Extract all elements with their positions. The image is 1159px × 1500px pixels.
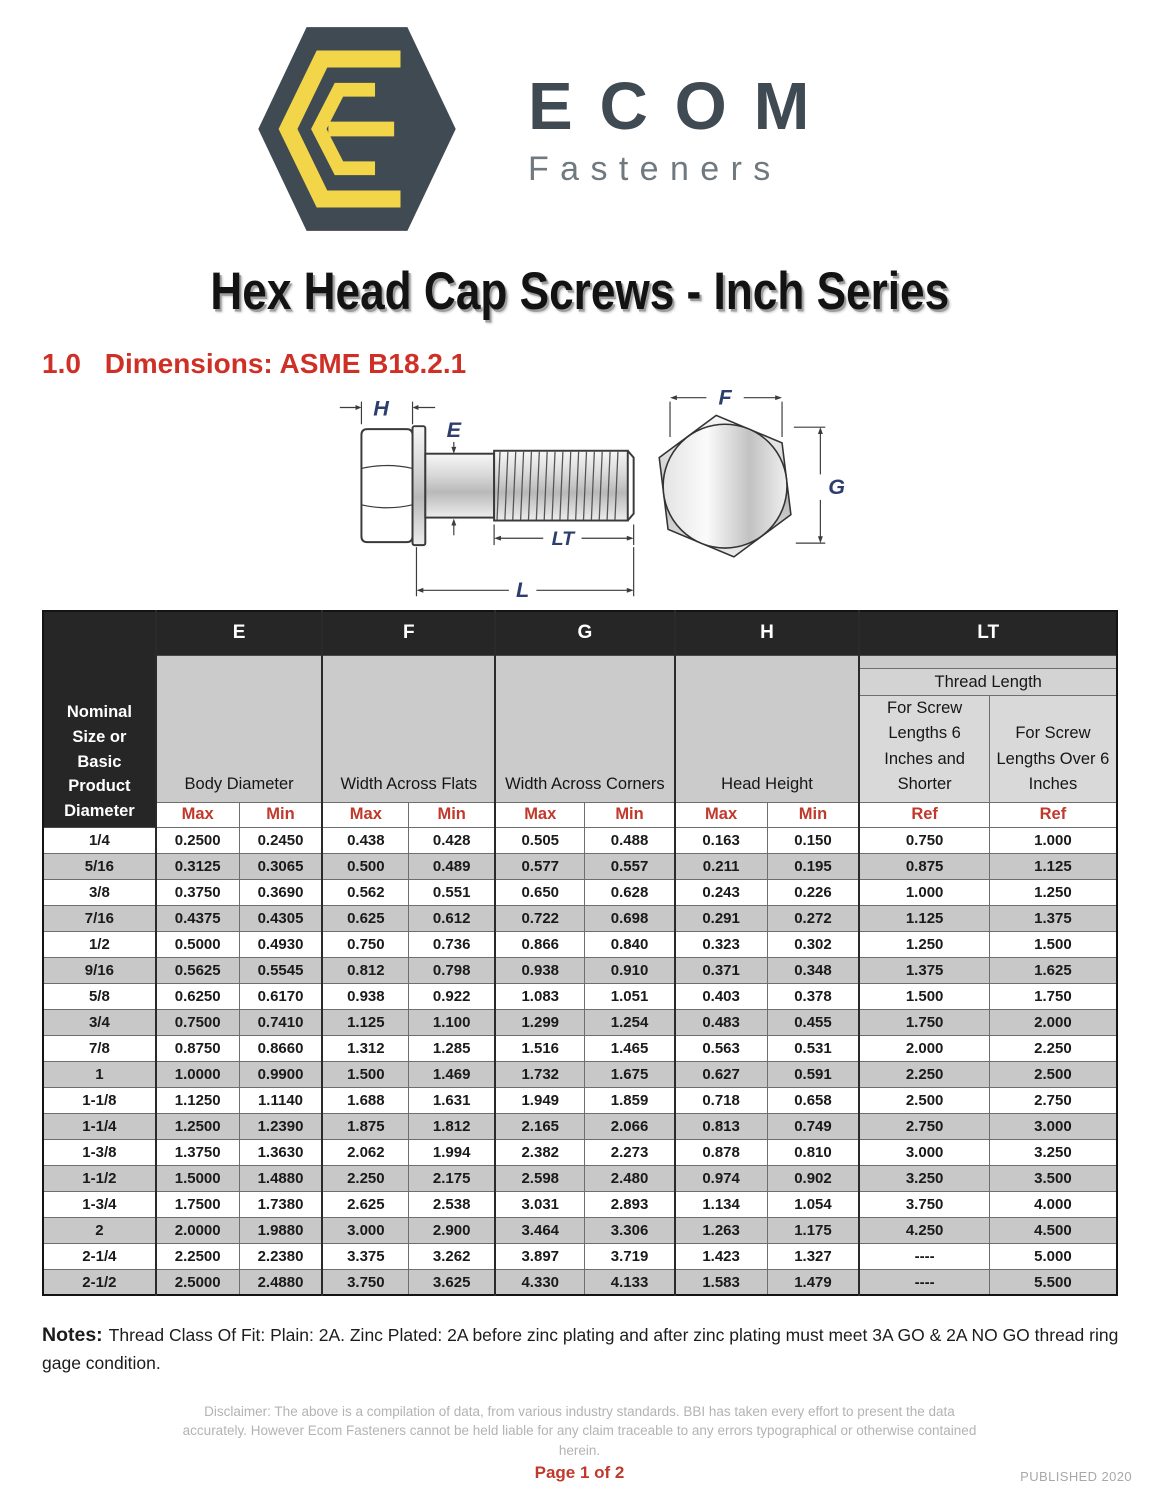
desc-width-across-flats: Width Across Flats	[322, 655, 495, 802]
h-min-header: Min	[767, 802, 859, 827]
size-cell: 2-1/2	[43, 1269, 156, 1295]
value-cell: 1.250	[859, 931, 989, 957]
value-cell: 1.4880	[239, 1165, 322, 1191]
value-cell: 3.375	[322, 1243, 408, 1269]
table-row	[43, 1217, 1117, 1243]
bolt-side-view	[361, 426, 633, 545]
value-cell: 2.500	[989, 1061, 1117, 1087]
value-cell: 3.000	[859, 1139, 989, 1165]
size-cell: 2-1/4	[43, 1243, 156, 1269]
size-cell: 3/8	[43, 879, 156, 905]
table-row	[43, 1087, 1117, 1113]
size-cell: 1/2	[43, 931, 156, 957]
value-cell: 0.750	[322, 931, 408, 957]
value-cell: 1.254	[585, 1009, 675, 1035]
table-row	[43, 1191, 1117, 1217]
value-cell: 0.813	[675, 1113, 767, 1139]
value-cell: 2.250	[322, 1165, 408, 1191]
value-cell: 0.878	[675, 1139, 767, 1165]
value-cell: 0.243	[675, 879, 767, 905]
value-cell: 2.175	[409, 1165, 495, 1191]
document-title	[0, 261, 1159, 321]
value-cell: 3.625	[409, 1269, 495, 1295]
value-cell: 0.428	[409, 827, 495, 853]
value-cell: 0.922	[409, 983, 495, 1009]
value-cell: 1.479	[767, 1269, 859, 1295]
value-cell: 0.627	[675, 1061, 767, 1087]
value-cell: 0.698	[585, 905, 675, 931]
value-cell: 0.3125	[156, 853, 239, 879]
value-cell: 0.8750	[156, 1035, 239, 1061]
value-cell: 0.658	[767, 1087, 859, 1113]
value-cell: 5.500	[989, 1269, 1117, 1295]
value-cell: 0.378	[767, 983, 859, 1009]
value-cell: 0.812	[322, 957, 408, 983]
value-cell: 2.0000	[156, 1217, 239, 1243]
table-row	[43, 957, 1117, 983]
table-row	[43, 1061, 1117, 1087]
value-cell: 0.3690	[239, 879, 322, 905]
table-row	[43, 1113, 1117, 1139]
size-cell: 2	[43, 1217, 156, 1243]
col-group-lt: LT	[859, 611, 1117, 655]
value-cell: 0.974	[675, 1165, 767, 1191]
brand-subname: Fasteners	[528, 149, 782, 188]
value-cell: 0.4305	[239, 905, 322, 931]
value-cell: 0.798	[409, 957, 495, 983]
desc-head-height: Head Height	[675, 655, 860, 802]
brand-name: ECOM	[528, 68, 837, 144]
dimension-label-g: G	[828, 474, 846, 499]
value-cell: 0.505	[495, 827, 585, 853]
value-cell: 1.285	[409, 1035, 495, 1061]
value-cell: 0.938	[322, 983, 408, 1009]
value-cell: 3.000	[989, 1113, 1117, 1139]
value-cell: 3.897	[495, 1243, 585, 1269]
value-cell: 1.2500	[156, 1113, 239, 1139]
table-row	[43, 1269, 1117, 1295]
value-cell: 1.750	[859, 1009, 989, 1035]
value-cell: 1.500	[989, 931, 1117, 957]
value-cell: 3.306	[585, 1217, 675, 1243]
value-cell: 1.500	[859, 983, 989, 1009]
value-cell: 3.719	[585, 1243, 675, 1269]
desc-screw-short: For Screw Lengths 6 Inches and Shorter	[859, 695, 989, 802]
value-cell: 0.6170	[239, 983, 322, 1009]
max-min-row	[43, 802, 1117, 827]
value-cell: 0.5000	[156, 931, 239, 957]
desc-width-across-corners: Width Across Corners	[495, 655, 675, 802]
document-title-text: Hex Head Cap Screws - Inch Series	[210, 261, 949, 321]
size-cell: 1-1/8	[43, 1087, 156, 1113]
value-cell: 3.500	[989, 1165, 1117, 1191]
value-cell: 0.226	[767, 879, 859, 905]
column-letter-row	[43, 611, 1117, 655]
value-cell: 2.900	[409, 1217, 495, 1243]
value-cell: 1.688	[322, 1087, 408, 1113]
value-cell: 0.591	[767, 1061, 859, 1087]
value-cell: 4.000	[989, 1191, 1117, 1217]
size-cell: 1-1/2	[43, 1165, 156, 1191]
value-cell: 2.625	[322, 1191, 408, 1217]
size-cell: 7/8	[43, 1035, 156, 1061]
value-cell: 1.000	[989, 827, 1117, 853]
value-cell: 0.163	[675, 827, 767, 853]
brand-header	[256, 24, 1159, 234]
value-cell: 2.2500	[156, 1243, 239, 1269]
desc-body-diameter: Body Diameter	[156, 655, 323, 802]
size-cell: 7/16	[43, 905, 156, 931]
table-row	[43, 983, 1117, 1009]
value-cell: 1.051	[585, 983, 675, 1009]
table-row	[43, 1035, 1117, 1061]
value-cell: 1.750	[989, 983, 1117, 1009]
value-cell: 3.262	[409, 1243, 495, 1269]
value-cell: 0.4930	[239, 931, 322, 957]
value-cell: 1.083	[495, 983, 585, 1009]
size-cell: 1-3/8	[43, 1139, 156, 1165]
value-cell: 2.000	[859, 1035, 989, 1061]
value-cell: 0.866	[495, 931, 585, 957]
value-cell: 3.031	[495, 1191, 585, 1217]
value-cell: 1.465	[585, 1035, 675, 1061]
value-cell: 0.8660	[239, 1035, 322, 1061]
value-cell: 1.469	[409, 1061, 495, 1087]
value-cell: 0.531	[767, 1035, 859, 1061]
table-row	[43, 1009, 1117, 1035]
value-cell: 0.750	[859, 827, 989, 853]
value-cell: 1.583	[675, 1269, 767, 1295]
value-cell: 0.2500	[156, 827, 239, 853]
value-cell: 4.330	[495, 1269, 585, 1295]
lt-spacer-cell	[859, 655, 1117, 668]
value-cell: 2.480	[585, 1165, 675, 1191]
bolt-diagram	[322, 380, 906, 608]
notes-label: Notes:	[42, 1324, 103, 1347]
value-cell: 2.4880	[239, 1269, 322, 1295]
value-cell: 0.489	[409, 853, 495, 879]
value-cell: 0.7500	[156, 1009, 239, 1035]
value-cell: 0.291	[675, 905, 767, 931]
value-cell: 0.810	[767, 1139, 859, 1165]
value-cell: 2.5000	[156, 1269, 239, 1295]
value-cell: 0.562	[322, 879, 408, 905]
value-cell: 0.3750	[156, 879, 239, 905]
value-cell: 2.598	[495, 1165, 585, 1191]
value-cell: 0.612	[409, 905, 495, 931]
value-cell: 0.5545	[239, 957, 322, 983]
dimension-label-lt: LT	[551, 528, 575, 551]
value-cell: 1.312	[322, 1035, 408, 1061]
table-row	[43, 827, 1117, 853]
size-cell: 1-3/4	[43, 1191, 156, 1217]
value-cell: 0.551	[409, 879, 495, 905]
size-cell: 3/4	[43, 1009, 156, 1035]
value-cell: 3.464	[495, 1217, 585, 1243]
table-row	[43, 905, 1117, 931]
value-cell: 0.323	[675, 931, 767, 957]
value-cell: 0.9900	[239, 1061, 322, 1087]
value-cell: 1.263	[675, 1217, 767, 1243]
value-cell: 1.9880	[239, 1217, 322, 1243]
value-cell: 1.5000	[156, 1165, 239, 1191]
value-cell: 1.375	[989, 905, 1117, 931]
value-cell: 0.938	[495, 957, 585, 983]
value-cell: 1.250	[989, 879, 1117, 905]
lt-ref-short-header: Ref	[859, 802, 989, 827]
disclaimer: Disclaimer: The above is a compilation of data, from various industry standards. BBI has taken every effort to present the data accurately. However Ecom Fasteners cannot be held liable for any claim traceable to any errors typographical or otherwise contained herein.	[182, 1403, 977, 1458]
h-max-header: Max	[675, 802, 767, 827]
value-cell: 0.722	[495, 905, 585, 931]
size-cell: 5/8	[43, 983, 156, 1009]
value-cell: 2.165	[495, 1113, 585, 1139]
value-cell: 1.625	[989, 957, 1117, 983]
dimension-label-f: F	[718, 384, 732, 410]
value-cell: 2.538	[409, 1191, 495, 1217]
value-cell: 0.455	[767, 1009, 859, 1035]
lt-ref-long-header: Ref	[989, 802, 1117, 827]
value-cell: 0.577	[495, 853, 585, 879]
corner-header: Nominal Size or Basic Product Diameter	[43, 611, 156, 827]
value-cell: 0.4375	[156, 905, 239, 931]
table-row	[43, 853, 1117, 879]
value-cell: 1.732	[495, 1061, 585, 1087]
value-cell: 1.423	[675, 1243, 767, 1269]
value-cell: 1.516	[495, 1035, 585, 1061]
value-cell: 1.125	[859, 905, 989, 931]
value-cell: 0.195	[767, 853, 859, 879]
value-cell: 0.438	[322, 827, 408, 853]
value-cell: 2.382	[495, 1139, 585, 1165]
page-label: Page 1 of 2	[534, 1463, 625, 1483]
f-max-header: Max	[322, 802, 408, 827]
value-cell: 3.750	[322, 1269, 408, 1295]
dimension-label-l: L	[516, 577, 530, 603]
value-cell: ----	[859, 1243, 989, 1269]
e-max-header: Max	[156, 802, 239, 827]
value-cell: 1.134	[675, 1191, 767, 1217]
size-cell: 1-1/4	[43, 1113, 156, 1139]
dimension-label-e: E	[446, 417, 462, 442]
value-cell: 0.348	[767, 957, 859, 983]
value-cell: 0.483	[675, 1009, 767, 1035]
value-cell: 0.302	[767, 931, 859, 957]
value-cell: 2.250	[989, 1035, 1117, 1061]
value-cell: 1.1250	[156, 1087, 239, 1113]
value-cell: 4.250	[859, 1217, 989, 1243]
value-cell: 1.3750	[156, 1139, 239, 1165]
descriptor-row	[43, 655, 1117, 668]
value-cell: 2.066	[585, 1113, 675, 1139]
desc-screw-long: For Screw Lengths Over 6 Inches	[989, 695, 1117, 802]
value-cell: 0.7410	[239, 1009, 322, 1035]
table-row	[43, 1139, 1117, 1165]
value-cell: 1.375	[859, 957, 989, 983]
value-cell: 0.6250	[156, 983, 239, 1009]
value-cell: 2.250	[859, 1061, 989, 1087]
value-cell: 0.875	[859, 853, 989, 879]
value-cell: 0.557	[585, 853, 675, 879]
table-row	[43, 879, 1117, 905]
col-group-g: G	[495, 611, 675, 655]
value-cell: 1.500	[322, 1061, 408, 1087]
value-cell: 0.625	[322, 905, 408, 931]
dimensions-table	[42, 610, 1118, 1296]
value-cell: 2.273	[585, 1139, 675, 1165]
section-heading	[42, 348, 1159, 380]
value-cell: 1.994	[409, 1139, 495, 1165]
value-cell: 0.563	[675, 1035, 767, 1061]
size-cell: 9/16	[43, 957, 156, 983]
f-min-header: Min	[409, 802, 495, 827]
table-row	[43, 1165, 1117, 1191]
value-cell: 3.000	[322, 1217, 408, 1243]
value-cell: 0.403	[675, 983, 767, 1009]
value-cell: 1.054	[767, 1191, 859, 1217]
value-cell: 0.150	[767, 827, 859, 853]
value-cell: 1.327	[767, 1243, 859, 1269]
brand-text	[528, 68, 837, 188]
value-cell: 0.736	[409, 931, 495, 957]
value-cell: 2.000	[989, 1009, 1117, 1035]
value-cell: 5.000	[989, 1243, 1117, 1269]
value-cell: 1.949	[495, 1087, 585, 1113]
col-group-e: E	[156, 611, 323, 655]
value-cell: 0.910	[585, 957, 675, 983]
value-cell: 2.062	[322, 1139, 408, 1165]
value-cell: 1.859	[585, 1087, 675, 1113]
g-min-header: Min	[585, 802, 675, 827]
section-number: 1.0	[42, 348, 81, 379]
bolt-diagram-svg	[322, 380, 906, 608]
value-cell: 2.750	[859, 1113, 989, 1139]
value-cell: 0.902	[767, 1165, 859, 1191]
value-cell: 0.840	[585, 931, 675, 957]
value-cell: 1.1140	[239, 1087, 322, 1113]
value-cell: 0.5625	[156, 957, 239, 983]
value-cell: 3.750	[859, 1191, 989, 1217]
value-cell: 3.250	[989, 1139, 1117, 1165]
value-cell: 1.000	[859, 879, 989, 905]
value-cell: 1.875	[322, 1113, 408, 1139]
value-cell: 0.718	[675, 1087, 767, 1113]
size-cell: 5/16	[43, 853, 156, 879]
published-label: PUBLISHED 2020	[1020, 1469, 1132, 1484]
value-cell: 2.893	[585, 1191, 675, 1217]
ecom-hexagon-logo-icon	[256, 25, 458, 233]
value-cell: 0.650	[495, 879, 585, 905]
value-cell: 1.175	[767, 1217, 859, 1243]
value-cell: 0.371	[675, 957, 767, 983]
notes-text: Thread Class Of Fit: Plain: 2A. Zinc Plated: 2A before zinc plating and after zinc plating must meet 3A GO & 2A NO GO thread ring gage condition.	[42, 1325, 1119, 1374]
desc-thread-length: Thread Length	[859, 668, 1117, 695]
bolt-end-view	[659, 415, 791, 557]
value-cell: 0.3065	[239, 853, 322, 879]
value-cell: 0.2450	[239, 827, 322, 853]
value-cell: 1.0000	[156, 1061, 239, 1087]
value-cell: 1.125	[989, 853, 1117, 879]
table-row	[43, 931, 1117, 957]
value-cell: 2.750	[989, 1087, 1117, 1113]
value-cell: 1.125	[322, 1009, 408, 1035]
value-cell: 1.100	[409, 1009, 495, 1035]
e-min-header: Min	[239, 802, 322, 827]
value-cell: 2.500	[859, 1087, 989, 1113]
section-title: Dimensions: ASME B18.2.1	[104, 348, 467, 379]
value-cell: 0.628	[585, 879, 675, 905]
value-cell: 1.2390	[239, 1113, 322, 1139]
value-cell: 4.500	[989, 1217, 1117, 1243]
value-cell: 1.812	[409, 1113, 495, 1139]
value-cell: 0.500	[322, 853, 408, 879]
size-cell: 1	[43, 1061, 156, 1087]
value-cell: 0.272	[767, 905, 859, 931]
size-cell: 1/4	[43, 827, 156, 853]
value-cell: 3.250	[859, 1165, 989, 1191]
table-row	[43, 1243, 1117, 1269]
value-cell: ----	[859, 1269, 989, 1295]
value-cell: 1.3630	[239, 1139, 322, 1165]
table-body	[43, 827, 1117, 1295]
value-cell: 1.7500	[156, 1191, 239, 1217]
value-cell: 1.675	[585, 1061, 675, 1087]
value-cell: 4.133	[585, 1269, 675, 1295]
dimension-label-h: H	[373, 395, 389, 421]
notes	[42, 1320, 1120, 1377]
value-cell: 2.2380	[239, 1243, 322, 1269]
value-cell: 1.631	[409, 1087, 495, 1113]
col-group-f: F	[322, 611, 495, 655]
value-cell: 1.7380	[239, 1191, 322, 1217]
value-cell: 0.749	[767, 1113, 859, 1139]
g-max-header: Max	[495, 802, 585, 827]
col-group-h: H	[675, 611, 860, 655]
value-cell: 0.211	[675, 853, 767, 879]
value-cell: 1.299	[495, 1009, 585, 1035]
value-cell: 0.488	[585, 827, 675, 853]
